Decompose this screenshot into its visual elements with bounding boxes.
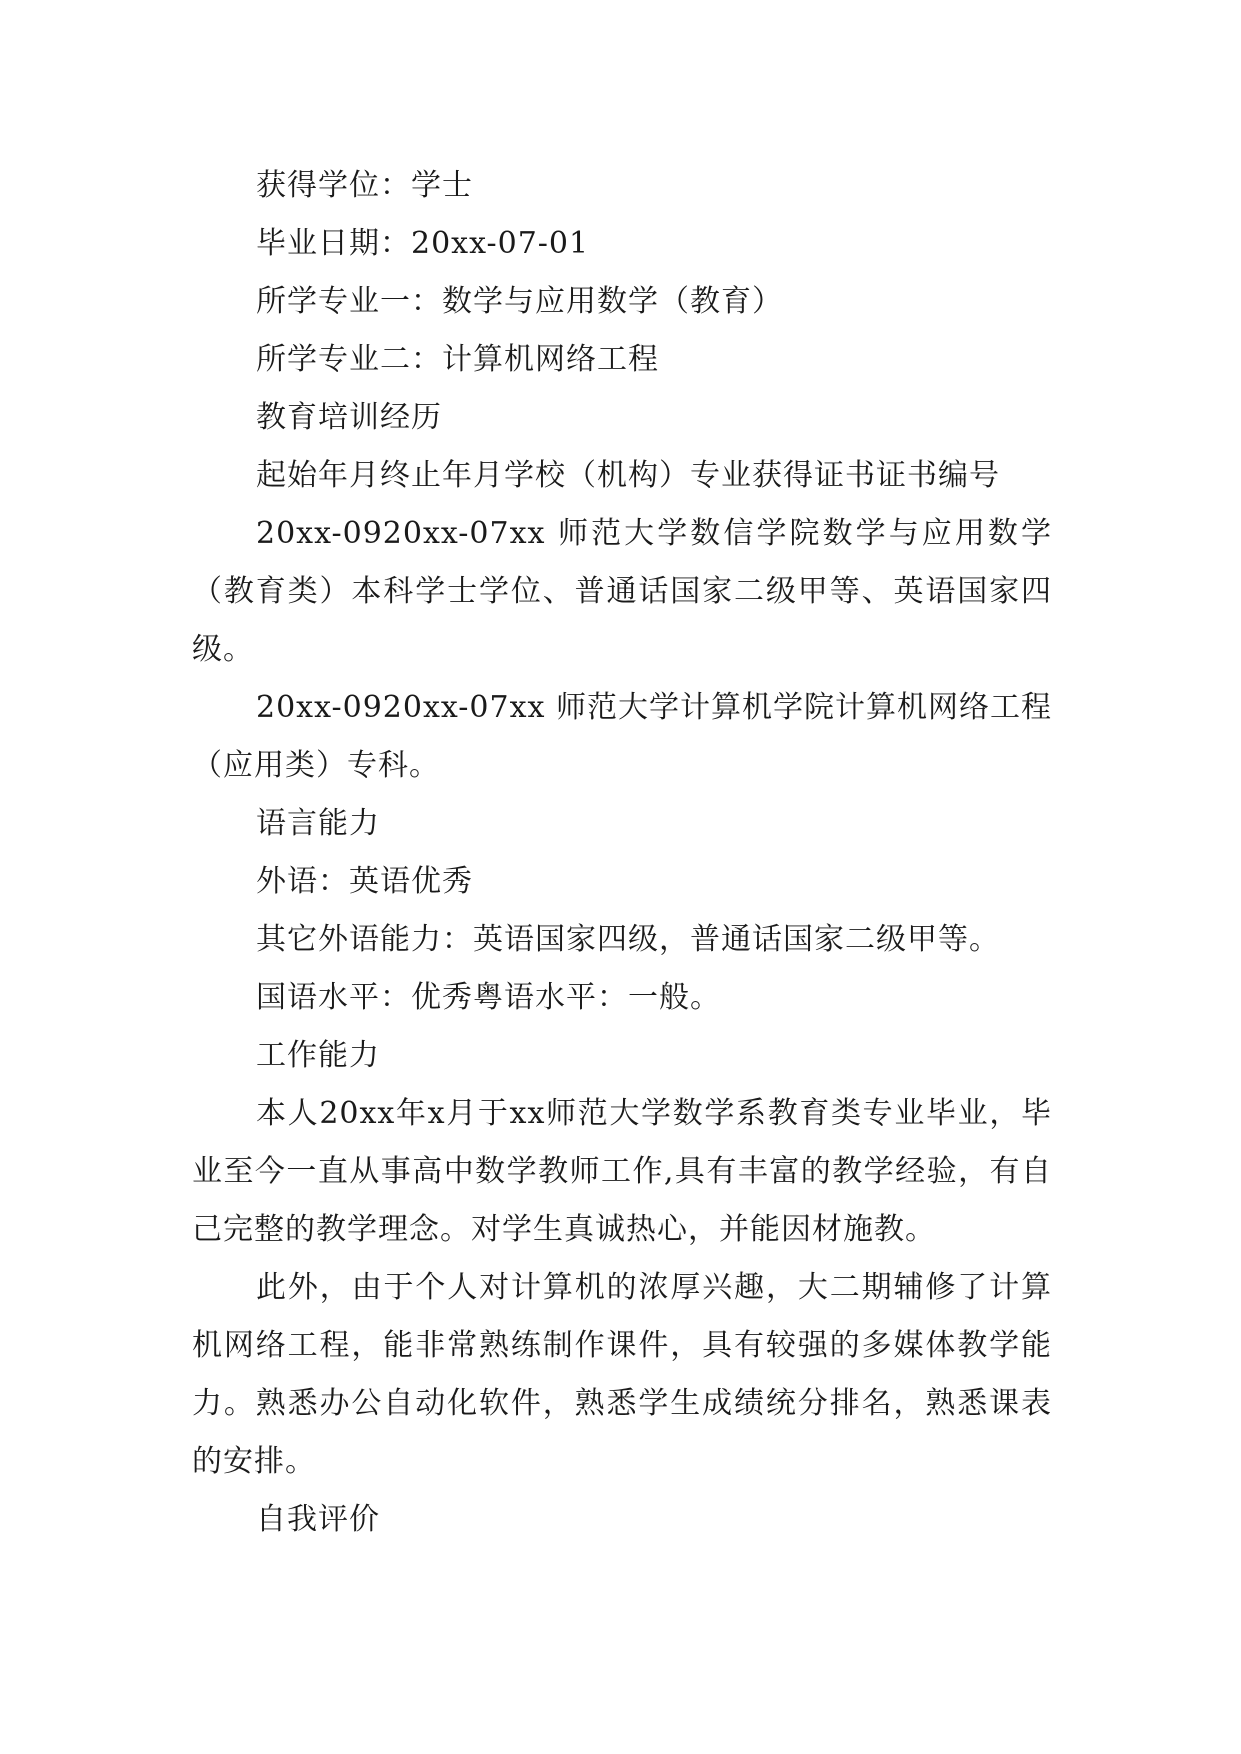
graduation-date-line: 毕业日期：20xx-07-01 — [256, 226, 590, 261]
document-body — [192, 157, 1052, 1549]
education-heading: 教育培训经历 — [256, 400, 442, 435]
major-two-line: 所学专业二：计算机网络工程 — [256, 342, 659, 377]
language-heading: 语言能力 — [256, 806, 380, 841]
mandarin-cantonese-line: 国语水平：优秀粤语水平：一般。 — [256, 980, 721, 1015]
other-language-line: 其它外语能力：英语国家四级，普通话国家二级甲等。 — [256, 922, 1000, 957]
education-entry-2: 20xx-0920xx-07xx 师范大学计算机学院计算机网络工程（应用类）专科。 — [192, 690, 1052, 783]
foreign-language-line: 外语：英语优秀 — [256, 864, 473, 899]
education-entry-1: 20xx-0920xx-07xx 师范大学数信学院数学与应用数学（教育类）本科学士学位、普通话国家二级甲等、英语国家四级。 — [192, 516, 1052, 667]
work-ability-paragraph-1: 本人20xx年x月于xx师范大学数学系教育类专业毕业，毕业至今一直从事高中数学教师工作,具有丰富的教学经验，有自己完整的教学理念。对学生真诚热心，并能因材施教。 — [192, 1096, 1052, 1247]
self-evaluation-heading: 自我评价 — [256, 1502, 380, 1537]
work-ability-paragraph-2: 此外，由于个人对计算机的浓厚兴趣，大二期辅修了计算机网络工程，能非常熟练制作课件，具有较强的多媒体教学能力。熟悉办公自动化软件，熟悉学生成绩统分排名，熟悉课表的安排。 — [192, 1270, 1052, 1479]
degree-line: 获得学位：学士 — [256, 168, 473, 203]
work-ability-heading: 工作能力 — [256, 1038, 380, 1073]
education-columns-line: 起始年月终止年月学校（机构）专业获得证书证书编号 — [256, 458, 1000, 493]
major-one-line: 所学专业一：数学与应用数学（教育） — [256, 284, 783, 319]
